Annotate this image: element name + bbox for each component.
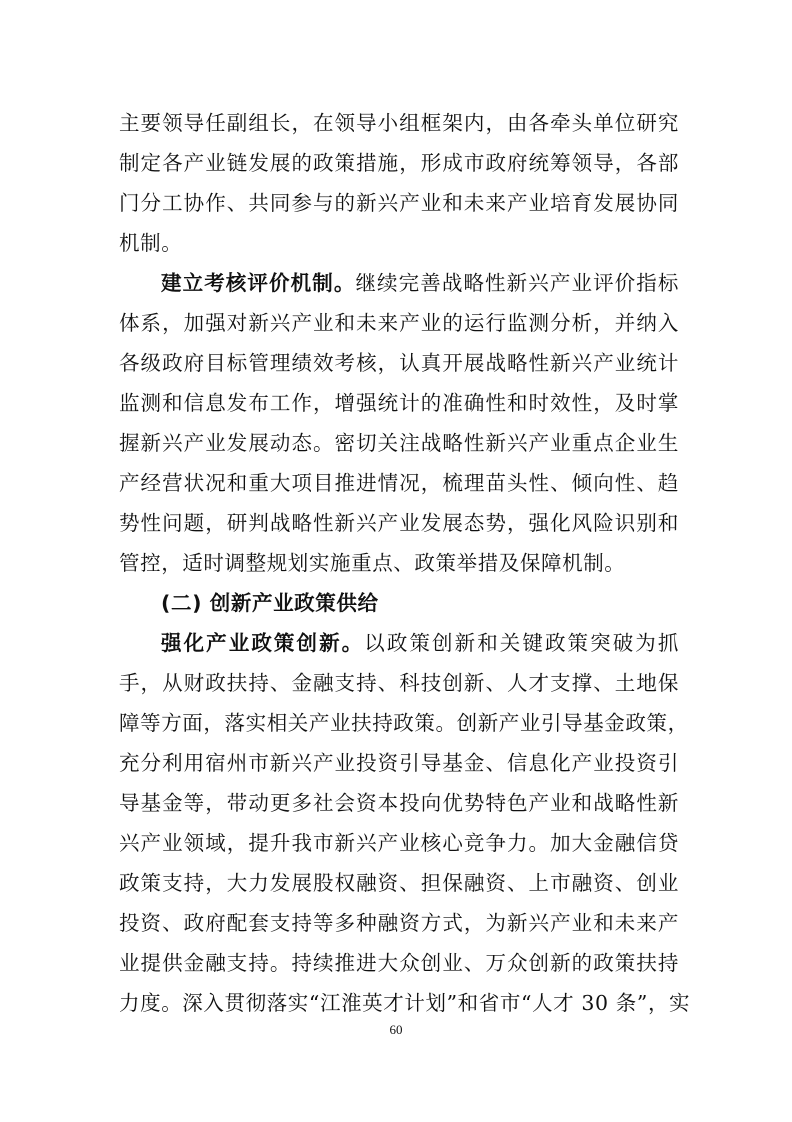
section-heading <box>161 585 679 621</box>
body-line <box>119 185 679 221</box>
line-text: 手，从财政扶持、金融支持、科技创新、人才支撑、土地保 <box>119 671 679 695</box>
body-line <box>119 665 679 701</box>
body-line <box>119 465 679 501</box>
line-text: 主要领导任副组长，在领导小组框架内，由各牵头单位研究 <box>119 111 679 135</box>
body-line <box>119 985 691 1021</box>
line-text: 导基金等，带动更多社会资本投向优势特色产业和战略性新 <box>119 791 679 815</box>
line-text: 障等方面，落实相关产业扶持政策。创新产业引导基金政策， <box>119 711 689 735</box>
body-line <box>119 305 679 341</box>
body-line <box>119 105 679 141</box>
line-text: 握新兴产业发展动态。密切关注战略性新兴产业重点企业生 <box>119 431 679 455</box>
body-line <box>119 905 679 941</box>
line-text: 以政策创新和关键政策突破为抓 <box>364 631 679 655</box>
body-line <box>119 785 679 821</box>
section-heading-text: (二) 创新产业政策供给 <box>161 591 379 615</box>
line-text: 业提供金融支持。持续推进大众创业、万众创新的政策扶持 <box>119 951 679 975</box>
body-line <box>119 705 689 741</box>
body-line <box>119 945 679 981</box>
line-text: 体系，加强对新兴产业和未来产业的运行监测分析，并纳入 <box>119 311 679 335</box>
paragraph-first-line <box>161 625 679 661</box>
body-line <box>119 865 679 901</box>
line-text: 充分利用宿州市新兴产业投资引导基金、信息化产业投资引 <box>119 751 679 775</box>
line-text: 投资、政府配套支持等多种融资方式，为新兴产业和未来产 <box>119 911 679 935</box>
line-text: 政策支持，大力发展股权融资、担保融资、上市融资、创业 <box>119 871 679 895</box>
body-line <box>119 825 679 861</box>
line-text: 继续完善战略性新兴产业评价指标 <box>355 271 679 295</box>
body-line <box>119 345 679 381</box>
line-text: 制定各产业链发展的政策措施，形成市政府统筹领导，各部 <box>119 151 679 175</box>
paragraph-first-line <box>161 265 679 301</box>
body-line <box>119 745 679 781</box>
page-number: 60 <box>389 1022 403 1037</box>
line-text: 势性问题，研判战略性新兴产业发展态势，强化风险识别和 <box>119 511 679 535</box>
body-line <box>119 145 679 181</box>
line-text: 力度。深入贯彻落实“江淮英才计划”和省市“人才 30 条”，实 <box>119 991 691 1015</box>
body-line <box>119 385 679 421</box>
paragraph-lead-heading: 建立考核评价机制。 <box>161 271 356 295</box>
body-line <box>119 425 679 461</box>
line-text: 门分工协作、共同参与的新兴产业和未来产业培育发展协同 <box>119 191 679 215</box>
line-text: 兴产业领域，提升我市新兴产业核心竞争力。加大金融信贷 <box>119 831 679 855</box>
line-text: 产经营状况和重大项目推进情况，梳理苗头性、倾向性、趋 <box>119 471 679 495</box>
body-line <box>119 545 679 581</box>
line-text: 管控，适时调整规划实施重点、政策举措及保障机制。 <box>119 551 626 575</box>
body-line <box>119 225 679 261</box>
line-text: 各级政府目标管理绩效考核，认真开展战略性新兴产业统计 <box>119 351 679 375</box>
line-text: 机制。 <box>119 231 183 255</box>
line-text: 监测和信息发布工作，增强统计的准确性和时效性，及时掌 <box>119 391 679 415</box>
body-line <box>119 505 679 541</box>
paragraph-lead-heading: 强化产业政策创新。 <box>161 631 365 655</box>
